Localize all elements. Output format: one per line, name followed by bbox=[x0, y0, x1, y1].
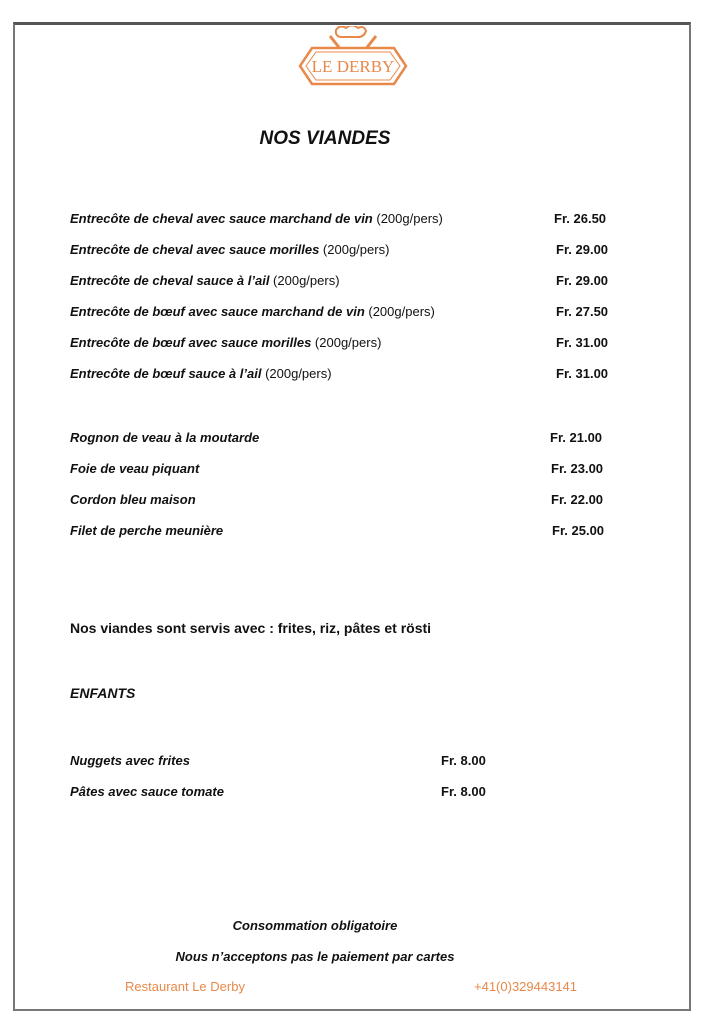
item-price: Fr. 29.00 bbox=[556, 273, 609, 288]
item-price: Fr. 27.50 bbox=[556, 304, 609, 319]
logo-text: LE DERBY bbox=[311, 57, 395, 76]
item-price: Fr. 22.00 bbox=[551, 492, 604, 507]
sides-note: Nos viandes sont servis avec : frites, riz, pâtes et rösti bbox=[70, 620, 432, 636]
menu-item bbox=[70, 211, 443, 226]
kids-item: Pâtes avec sauce tomate bbox=[70, 784, 224, 799]
menu-item bbox=[70, 366, 332, 381]
payment-notice: Nous n’acceptons pas le paiement par cartes bbox=[175, 949, 455, 964]
item-price: Fr. 23.00 bbox=[551, 461, 604, 476]
menu-item bbox=[70, 335, 381, 350]
menu-item bbox=[70, 242, 389, 257]
item-price: Fr. 31.00 bbox=[556, 335, 609, 350]
item-name: Entrecôte de cheval avec sauce marchand de vin bbox=[70, 211, 373, 226]
item-name: Entrecôte de cheval avec sauce morilles bbox=[70, 242, 320, 257]
page-border bbox=[13, 22, 691, 1011]
phone-number: +41(0)329443141 bbox=[474, 979, 578, 994]
item-name: Entrecôte de cheval sauce à l’ail bbox=[70, 273, 270, 288]
le-derby-logo bbox=[298, 26, 408, 88]
kids-section-title: ENFANTS bbox=[70, 685, 136, 701]
item-portion: (200g/pers) bbox=[319, 242, 390, 257]
item-price: Fr. 8.00 bbox=[441, 753, 486, 768]
page-title: NOS VIANDES bbox=[259, 128, 391, 149]
item-portion: (200g/pers) bbox=[311, 335, 382, 350]
item-portion: (200g/pers) bbox=[269, 273, 340, 288]
item-name: Entrecôte de bœuf avec sauce morilles bbox=[70, 335, 312, 350]
item-price: Fr. 8.00 bbox=[441, 784, 486, 799]
consumption-notice: Consommation obligatoire bbox=[232, 918, 398, 933]
menu-item: Rognon de veau à la moutarde bbox=[70, 430, 260, 445]
item-portion: (200g/pers) bbox=[261, 366, 332, 381]
menu-item bbox=[70, 273, 340, 288]
menu-item bbox=[70, 304, 435, 319]
menu-item: Cordon bleu maison bbox=[70, 492, 196, 507]
menu-item: Filet de perche meunière bbox=[70, 523, 224, 538]
restaurant-name: Restaurant Le Derby bbox=[125, 979, 245, 994]
item-portion: (200g/pers) bbox=[364, 304, 435, 319]
item-price: Fr. 29.00 bbox=[556, 242, 609, 257]
menu-item: Foie de veau piquant bbox=[70, 461, 200, 476]
item-portion: (200g/pers) bbox=[372, 211, 443, 226]
item-price: Fr. 26.50 bbox=[554, 211, 607, 226]
kids-item: Nuggets avec frites bbox=[70, 753, 190, 768]
item-price: Fr. 31.00 bbox=[556, 366, 609, 381]
item-name: Entrecôte de bœuf avec sauce marchand de vin bbox=[70, 304, 365, 319]
item-price: Fr. 25.00 bbox=[552, 523, 605, 538]
item-name: Entrecôte de bœuf sauce à l’ail bbox=[70, 366, 262, 381]
item-price: Fr. 21.00 bbox=[550, 430, 603, 445]
